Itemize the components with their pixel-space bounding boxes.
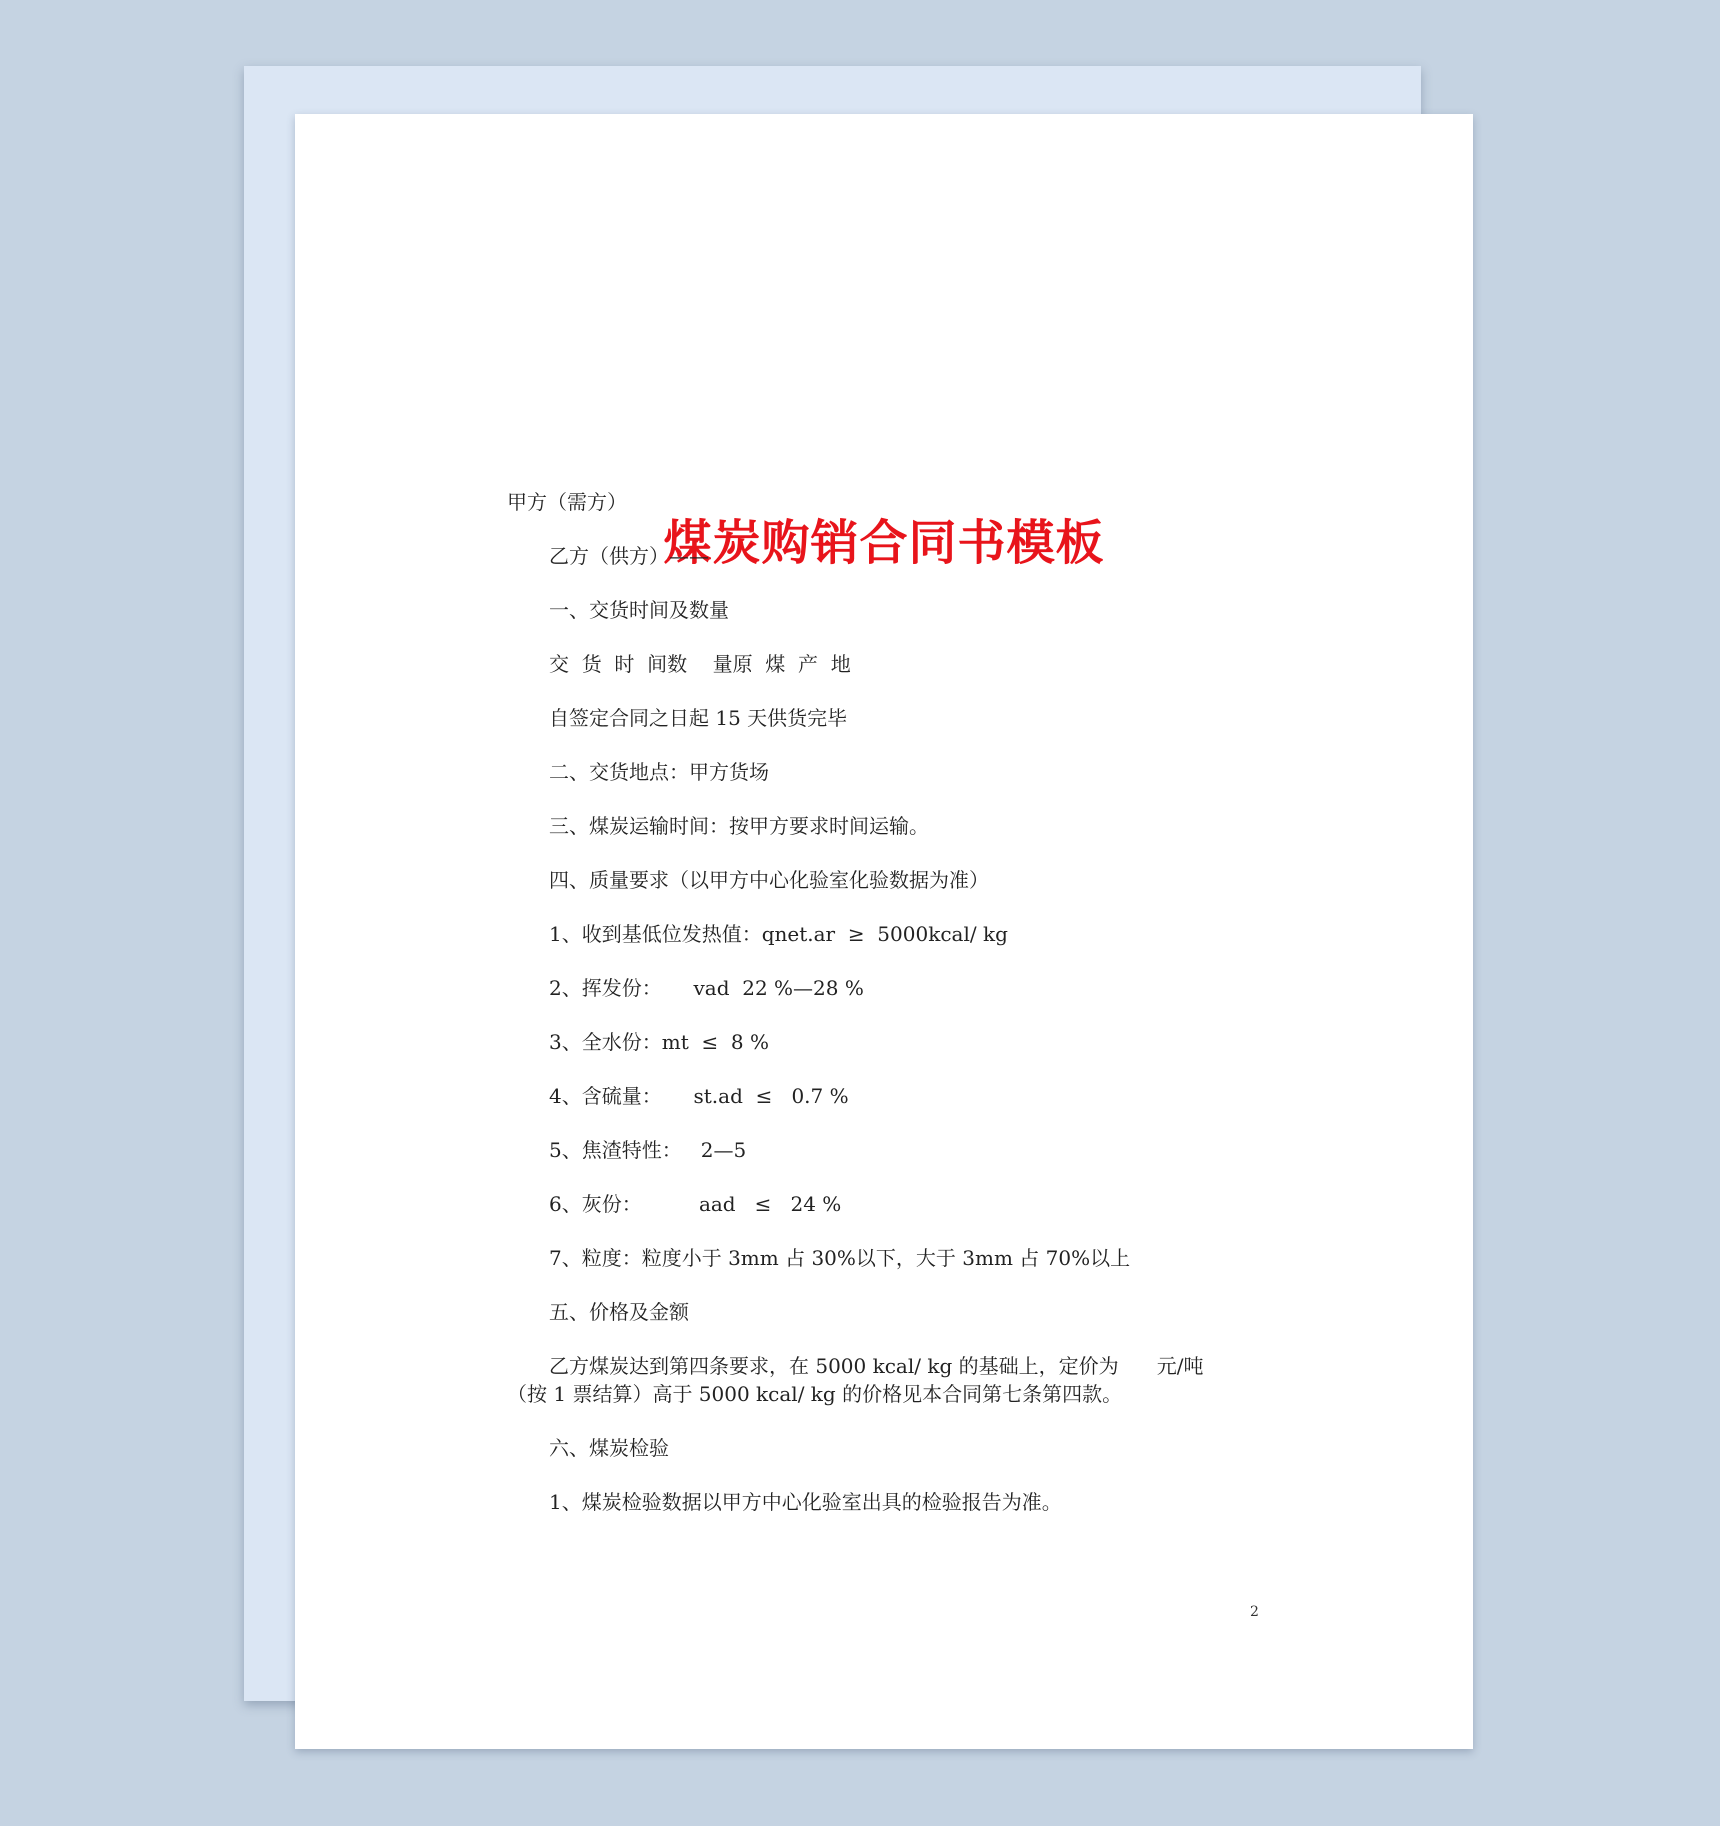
quality-item-4: 4、含硫量： st.ad ≤ 0.7 %	[549, 1084, 849, 1108]
delivery-table-header: 交 货 时 间数 量原 煤 产 地	[549, 652, 851, 676]
document-title: 煤炭购销合同书模板	[663, 515, 1105, 571]
section-6-heading: 六、煤炭检验	[549, 1436, 669, 1460]
section-2-heading: 二、交货地点：甲方货场	[549, 760, 769, 784]
party-b-line: 乙方（供方）——	[549, 544, 709, 568]
quality-item-5: 5、焦渣特性： 2—5	[549, 1138, 747, 1162]
section-3-heading: 三、煤炭运输时间：按甲方要求时间运输。	[549, 814, 929, 838]
quality-item-2: 2、挥发份： vad 22 %—28 %	[549, 976, 864, 1000]
page-number: 2	[1250, 1604, 1259, 1620]
quality-item-1: 1、收到基低位发热值：qnet.ar ≥ 5000kcal/ kg	[549, 922, 1008, 946]
quality-item-6: 6、灰份： aad ≤ 24 %	[549, 1192, 842, 1216]
delivery-time-text: 自签定合同之日起 15 天供货完毕	[549, 706, 848, 730]
section-5-heading: 五、价格及金额	[549, 1300, 689, 1324]
quality-item-3: 3、全水份：mt ≤ 8 %	[549, 1030, 769, 1054]
price-paragraph-line-2: （按 1 票结算）高于 5000 kcal/ kg 的价格见本合同第七条第四款。	[507, 1382, 1123, 1406]
quality-item-7: 7、粒度：粒度小于 3mm 占 30%以下，大于 3mm 占 70%以上	[549, 1246, 1131, 1270]
price-paragraph-line-1: 乙方煤炭达到第四条要求，在 5000 kcal/ kg 的基础上，定价为 元/吨	[549, 1354, 1204, 1378]
party-a-line: 甲方（需方）	[507, 490, 627, 514]
inspection-item-1: 1、煤炭检验数据以甲方中心化验室出具的检验报告为准。	[549, 1490, 1062, 1514]
section-1-heading: 一、交货时间及数量	[549, 598, 729, 622]
section-4-heading: 四、质量要求（以甲方中心化验室化验数据为准）	[549, 868, 989, 892]
front-page	[295, 114, 1473, 1749]
